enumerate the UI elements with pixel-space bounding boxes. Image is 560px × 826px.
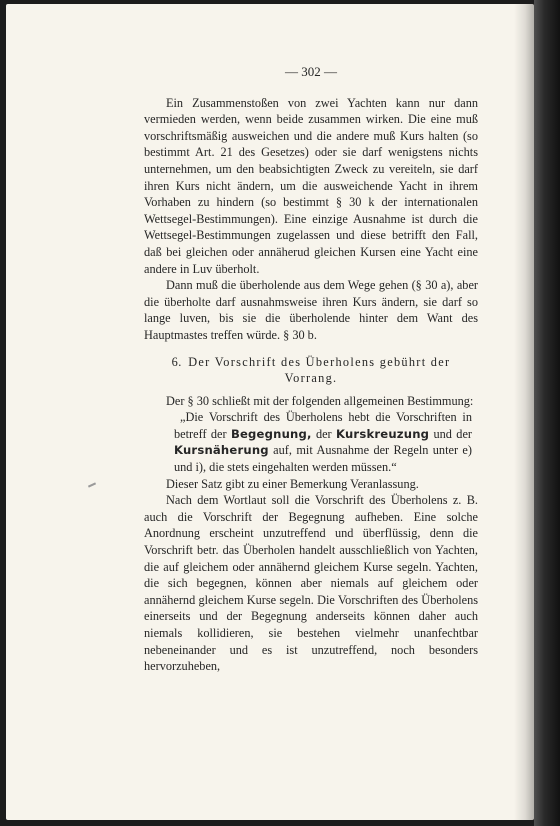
paragraph-1: Ein Zusammenstoßen von zwei Yachten kann nur dann vermieden werden, wenn beide zusammen wirken. Die eine muß vorschriftsmäßig ausweichen und die andere muß Kurs halten (so bestimmt Art. 21 des Gesetzes) oder sie darf wenigstens nichts unternehmen, um den beabsichtigten Zweck zu vereiteln, sie darf ihren Kurs nicht ändern, um die ausweichende Yacht in ihrem Vorhaben zu hindern (so bestimmt § 30 k der internationalen Wettsegel-Bestimmungen). Eine einzige Ausnahme ist durch die Wettsegel-Bestimmungen zugelassen und diese betrifft den Fall, daß bei gleichen oder annäherud gleichen Kursen eine Yacht eine andere in Luv überholt.	[144, 95, 478, 276]
book-page	[6, 4, 534, 820]
quote-text-2: der	[311, 426, 336, 441]
paragraph-discussion: Nach dem Wortlaut soll die Vorschrift des Überholens z. B. auch die Vorschrift der Begegnung aufheben. Eine solche Anordnung erscheint unzutreffend und überflüssig, denn die Vorschrift betr. das Überholen handelt ausschließlich von Yachten, die auf gleichem oder annähernd gleichem Kurse segeln. Yachten, die sich begegnen, können aber niemals auf gleichem oder annähernd gleichem Kurse segeln. Die Vorschriften des Überholens einerseits und der Begegnung anderseits können daher auch niemals kollidieren, sie bestehen vielmehr unanfechtbar nebeneinander und es ist unzutreffend, noch besonders hervorzuheben,	[144, 493, 478, 674]
page-gutter-shadow	[514, 4, 534, 820]
book-edge	[534, 0, 560, 826]
page-text-block	[144, 64, 478, 675]
paragraph-2: Dann muß die überholende aus dem Wege gehen (§ 30 a), aber die überholte darf ausnahmsweise ihren Kurs ändern, sie darf so lange luven, bis sie die überholende hinter dem Want des Hauptmastes treffen würde. § 30 b.	[144, 278, 478, 342]
page-number: — 302 —	[285, 64, 337, 79]
paragraph-remark: Dieser Satz gibt zu einer Bemerkung Veranlassung.	[166, 476, 419, 491]
intro-paragraph: Der § 30 schließt mit der folgenden allgemeinen Bestimmung:	[166, 393, 474, 408]
quote-text-3: und der	[429, 426, 472, 441]
margin-mark	[88, 482, 96, 487]
quote-bold-kurskreuzung: Kurskreuzung	[336, 426, 430, 441]
section-heading	[144, 354, 478, 387]
quote-bold-begegnung: Begegnung,	[230, 426, 312, 441]
quote-text-1: „Die Vorschrift des Überholens hebt die Vorschriften in betreff der	[174, 410, 472, 441]
quoted-rule	[174, 409, 472, 475]
quote-bold-kursnaeherung: Kursnäherung	[174, 443, 269, 458]
section-title: Der Vorschrift des Überholens gebührt der Vorrang.	[188, 354, 451, 386]
quote-text-4: auf, mit Ausnahme der Regeln unter e) und i), die stets eingehalten werden müssen.“	[174, 443, 472, 475]
section-number: 6.	[171, 354, 182, 369]
